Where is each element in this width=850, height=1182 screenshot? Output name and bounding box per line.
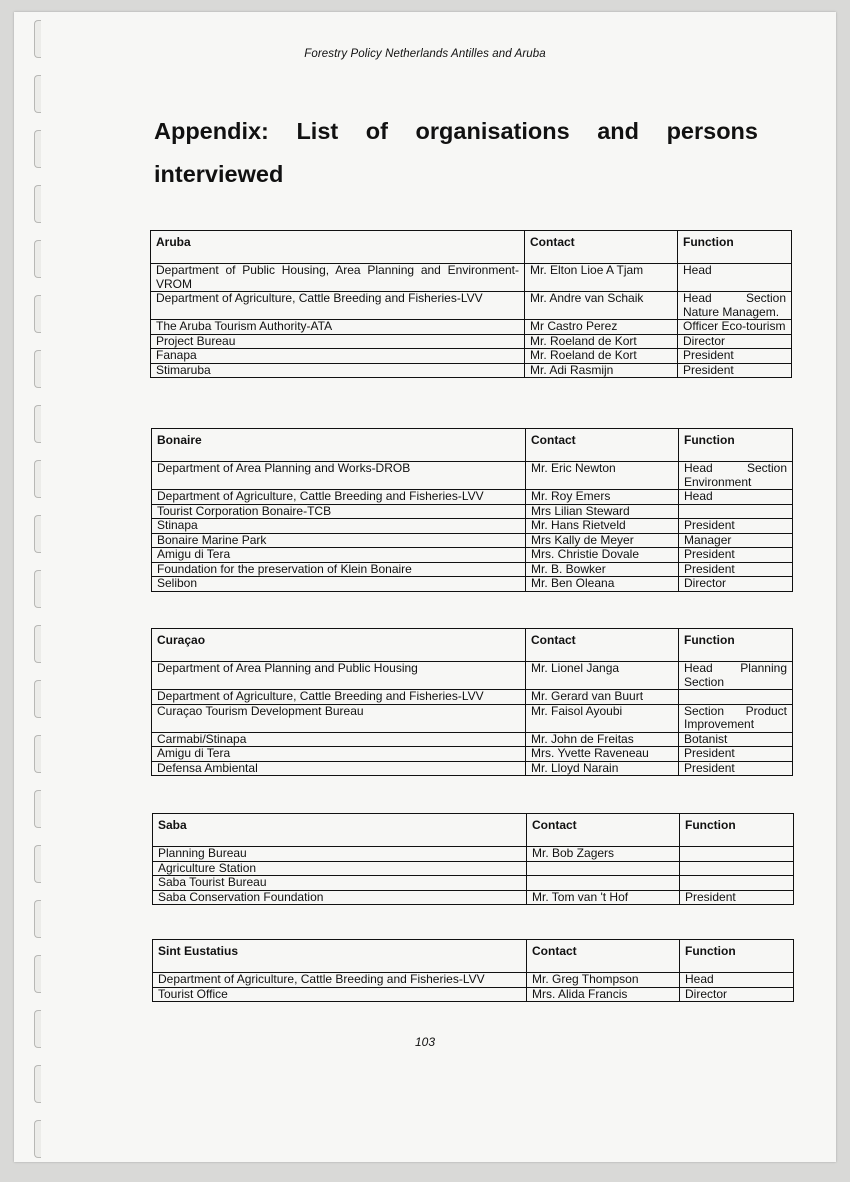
contact-cell: Mr. B. Bowker [526,562,679,577]
table-row [151,334,792,349]
region-header: Sint Eustatius [153,940,527,973]
region-header: Curaçao [152,629,526,662]
contact-cell: Mrs Lilian Steward [526,504,679,519]
table-row [152,662,793,690]
organisation-cell: Stimaruba [151,363,525,378]
function-cell: Head [678,264,792,292]
table-header-row [153,940,794,973]
contact-cell: Mr. Adi Rasmijn [525,363,678,378]
function-cell: Head Planning Section [679,662,793,690]
function-header: Function [680,940,794,973]
table-row [152,761,793,776]
organisation-cell: Curaçao Tourism Development Bureau [152,704,526,732]
contact-cell: Mr. Bob Zagers [527,847,680,862]
binding-hole [34,185,41,223]
organisation-cell: Department of Agriculture, Cattle Breeding and Fisheries-LVV [152,690,526,705]
contact-cell: Mr. Hans Rietveld [526,519,679,534]
table-row [152,690,793,705]
contact-cell: Mr. Faisol Ayoubi [526,704,679,732]
org-table [151,428,793,592]
contact-cell: Mr. Gerard van Buurt [526,690,679,705]
contact-cell: Mr. John de Freitas [526,732,679,747]
binding-hole [34,1120,41,1158]
table-header-row [153,814,794,847]
table-row [153,987,794,1002]
binding-hole [34,735,41,773]
binding-hole [34,1065,41,1103]
contact-cell: Mr. Eric Newton [526,462,679,490]
contact-cell: Mrs. Yvette Raveneau [526,747,679,762]
contact-cell: Mr. Roeland de Kort [525,334,678,349]
organisation-cell: Department of Public Housing, Area Planning and Environment-VROM [151,264,525,292]
org-table [152,939,794,1002]
contact-cell [527,861,680,876]
table-row [151,264,792,292]
binding-hole [34,75,41,113]
page-number: 103 [414,1035,436,1049]
function-cell: President [680,890,794,905]
function-cell: Head [679,490,793,505]
table-row [152,504,793,519]
binding-hole [34,350,41,388]
contact-cell: Mrs. Alida Francis [527,987,680,1002]
table-row [153,847,794,862]
function-cell: President [678,363,792,378]
function-cell: Manager [679,533,793,548]
binding-hole [34,460,41,498]
contact-header: Contact [526,629,679,662]
table-row [153,876,794,891]
table-row [152,577,793,592]
table-row [152,462,793,490]
binding-hole [34,405,41,443]
function-cell [680,847,794,862]
function-cell [679,690,793,705]
binding-hole [34,680,41,718]
function-header: Function [680,814,794,847]
contact-cell: Mr. Ben Oleana [526,577,679,592]
contact-cell: Mr. Tom van 't Hof [527,890,680,905]
function-cell: Head Section Environment [679,462,793,490]
contact-cell: Mrs. Christie Dovale [526,548,679,563]
table-row [153,973,794,988]
contact-cell: Mr. Roy Emers [526,490,679,505]
contact-header: Contact [527,814,680,847]
region-header: Aruba [151,231,525,264]
organisation-cell: Selibon [152,577,526,592]
organisation-cell: Fanapa [151,349,525,364]
binding-hole [34,955,41,993]
organisation-cell: Tourist Corporation Bonaire-TCB [152,504,526,519]
contact-cell [527,876,680,891]
contact-header: Contact [527,940,680,973]
organisation-cell: Department of Agriculture, Cattle Breeding and Fisheries-LVV [151,292,525,320]
organisation-cell: Foundation for the preservation of Klein Bonaire [152,562,526,577]
contact-cell: Mr Castro Perez [525,320,678,335]
contact-cell: Mr. Lloyd Narain [526,761,679,776]
function-cell: President [679,548,793,563]
function-cell: Botanist [679,732,793,747]
organisation-cell: Bonaire Marine Park [152,533,526,548]
contact-cell: Mr. Andre van Schaik [525,292,678,320]
contact-header: Contact [526,429,679,462]
organisation-cell: Defensa Ambiental [152,761,526,776]
table-row [151,292,792,320]
contact-cell: Mr. Elton Lioe A Tjam [525,264,678,292]
organisation-cell: Department of Agriculture, Cattle Breeding and Fisheries-LVV [153,973,527,988]
organisation-cell: Department of Agriculture, Cattle Breeding and Fisheries-LVV [152,490,526,505]
contact-cell: Mr. Greg Thompson [527,973,680,988]
contact-cell: Mr. Roeland de Kort [525,349,678,364]
function-header: Function [679,629,793,662]
function-cell: President [679,562,793,577]
organisation-cell: Stinapa [152,519,526,534]
region-header: Saba [153,814,527,847]
org-table [152,813,794,905]
contact-header: Contact [525,231,678,264]
organisation-cell: Department of Area Planning and Public Housing [152,662,526,690]
function-cell: Director [680,987,794,1002]
table-row [151,349,792,364]
table-row [152,533,793,548]
function-cell: Section Product Improvement [679,704,793,732]
function-cell: President [678,349,792,364]
organisation-cell: Tourist Office [153,987,527,1002]
function-cell: Director [679,577,793,592]
function-cell [679,504,793,519]
binding-hole [34,625,41,663]
function-cell: President [679,747,793,762]
binding-hole [34,515,41,553]
table-row [152,548,793,563]
function-cell: Head [680,973,794,988]
organisation-cell: Planning Bureau [153,847,527,862]
organisation-cell: Project Bureau [151,334,525,349]
organisation-cell: Amigu di Tera [152,548,526,563]
table-header-row [152,429,793,462]
table-header-row [151,231,792,264]
table-row [152,747,793,762]
table-row [152,732,793,747]
binding-hole [34,790,41,828]
table-row [153,861,794,876]
contact-cell: Mr. Lionel Janga [526,662,679,690]
table-row [152,704,793,732]
binding-hole [34,570,41,608]
table-header-row [152,629,793,662]
function-header: Function [679,429,793,462]
function-cell: President [679,519,793,534]
function-cell [680,876,794,891]
organisation-cell: Agriculture Station [153,861,527,876]
table-row [152,490,793,505]
organisation-cell: Saba Tourist Bureau [153,876,527,891]
function-cell: President [679,761,793,776]
contact-cell: Mrs Kally de Meyer [526,533,679,548]
function-cell [680,861,794,876]
function-cell: Officer Eco-tourism [678,320,792,335]
binding-hole [34,240,41,278]
table-row [151,363,792,378]
function-header: Function [678,231,792,264]
binding-hole [34,845,41,883]
organisation-cell: Carmabi/Stinapa [152,732,526,747]
organisation-cell: Amigu di Tera [152,747,526,762]
table-row [151,320,792,335]
table-row [152,519,793,534]
region-header: Bonaire [152,429,526,462]
function-cell: Head Section Nature Managem. [678,292,792,320]
organisation-cell: The Aruba Tourism Authority-ATA [151,320,525,335]
organisation-cell: Saba Conservation Foundation [153,890,527,905]
org-table [151,628,793,776]
function-cell: Director [678,334,792,349]
page-title: Appendix: List of organisations and persons interviewed [154,118,758,187]
binding-hole [34,130,41,168]
table-row [152,562,793,577]
running-header: Forestry Policy Netherlands Antilles and Aruba [304,48,546,60]
table-row [153,890,794,905]
binding-hole [34,295,41,333]
organisation-cell: Department of Area Planning and Works-DROB [152,462,526,490]
binding-hole [34,900,41,938]
org-table [150,230,792,378]
